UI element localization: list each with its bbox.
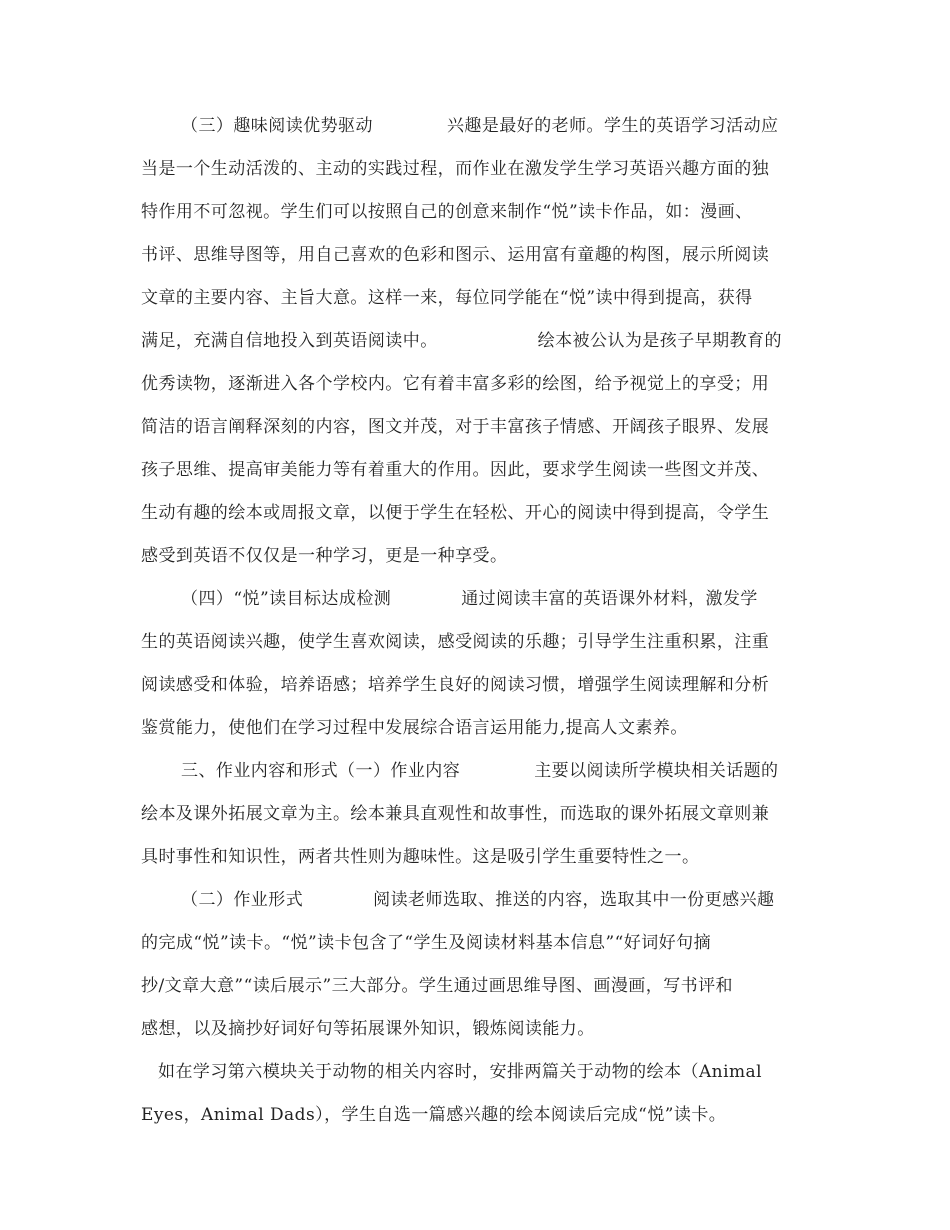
paragraph-line: 三、作业内容和形式（一）作业内容 主要以阅读所学模块相关话题的 xyxy=(181,761,779,781)
paragraph-line xyxy=(181,116,821,136)
paragraph-line: 的完成“悦”读卡。“悦”读卡包含了“学生及阅读材料基本信息”“好词好句摘 xyxy=(141,933,712,953)
paragraph-line: 特作用不可忽视。学生们可以按照自己的创意来制作“悦”读卡作品，如：漫画、 xyxy=(141,202,753,222)
paragraph-line: 孩子思维、提高审美能力等有着重大的作用。因此，要求学生阅读一些图文并茂、 xyxy=(141,460,770,480)
section-heading-content: 三、作业内容和形式（一）作业内容 xyxy=(181,761,461,781)
paragraph-line: 书评、思维导图等，用自己喜欢的色彩和图示、运用富有童趣的构图，展示所阅读 xyxy=(141,245,770,265)
paragraph-line: （四）“悦”读目标达成检测 通过阅读丰富的英语课外材料，激发学 xyxy=(181,589,758,609)
paragraph-line: 当是一个生动活泼的、主动的实践过程，而作业在激发学生学习英语兴趣方面的独 xyxy=(141,159,770,179)
paragraph-line: 绘本及课外拓展文章为主。绘本兼具直观性和故事性，而选取的课外拓展文章则兼 xyxy=(141,804,770,824)
paragraph-line: 鉴赏能力，使他们在学习过程中发展综合语言运用能力,提高人文素养。 xyxy=(141,718,688,738)
paragraph-line: （二）作业形式 阅读老师选取、推送的内容，选取其中一份更感兴趣 xyxy=(181,890,775,910)
section-heading-form: （二）作业形式 xyxy=(181,890,304,910)
paragraph-line: 如在学习第六模块关于动物的相关内容时，安排两篇关于动物的绘本（Animal xyxy=(158,1062,763,1082)
paragraph-line: 阅读感受和体验，培养语感；培养学生良好的阅读习惯，增强学生阅读理解和分析 xyxy=(141,675,770,695)
paragraph-line: 生的英语阅读兴趣，使学生喜欢阅读，感受阅读的乐趣；引导学生注重积累，注重 xyxy=(141,632,770,652)
paragraph-line: 感想，以及摘抄好词好句等拓展课外知识，锻炼阅读能力。 xyxy=(141,1019,595,1039)
paragraph-line: 感受到英语不仅仅是一种学习，更是一种享受。 xyxy=(141,546,508,566)
section-heading-4: （四）“悦”读目标达成检测 xyxy=(181,589,392,609)
paragraph-line: 文章的主要内容、主旨大意。这样一来，每位同学能在“悦”读中得到提高，获得 xyxy=(141,288,753,308)
paragraph-line: 满足，充满自信地投入到英语阅读中。 绘本被公认为是孩子早期教育的 xyxy=(141,331,782,351)
section-heading-3: （三）趣味阅读优势驱动 xyxy=(181,116,373,136)
paragraph-line: 生动有趣的绘本或周报文章，以便于学生在轻松、开心的阅读中得到提高，令学生 xyxy=(141,503,770,523)
paragraph-line: 简洁的语言阐释深刻的内容，图文并茂，对于丰富孩子情感、开阔孩子眼界、发展 xyxy=(141,417,770,437)
section-lead-text: 兴趣是最好的老师。学生的英语学习活动应 xyxy=(446,116,779,136)
paragraph-line: Eyes，Animal Dads），学生自选一篇感兴趣的绘本阅读后完成“悦”读卡。 xyxy=(141,1105,727,1125)
paragraph-line: 具时事性和知识性，两者共性则为趣味性。这是吸引学生重要特性之一。 xyxy=(141,847,700,867)
paragraph-line: 抄/文章大意”“读后展示”三大部分。学生通过画思维导图、画漫画，写书评和 xyxy=(141,976,733,996)
paragraph-line: 优秀读物，逐渐进入各个学校内。它有着丰富多彩的绘图，给予视觉上的享受；用 xyxy=(141,374,770,394)
